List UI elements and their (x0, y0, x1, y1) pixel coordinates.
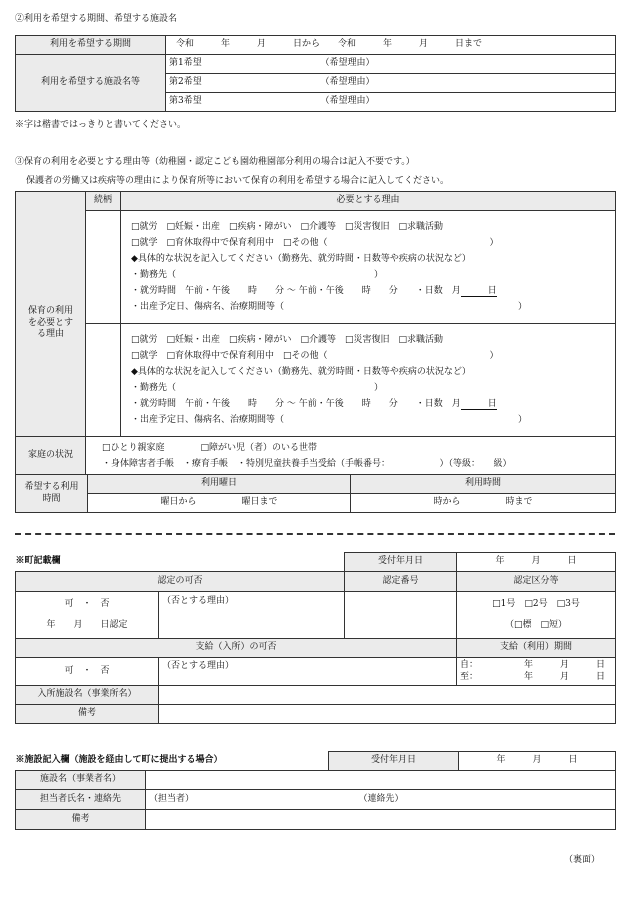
fac-remarks-field[interactable] (146, 810, 616, 830)
town-remarks-field[interactable] (159, 705, 616, 724)
reason-table (15, 191, 616, 476)
period-label: 利用を希望する期間 (16, 36, 166, 55)
reason-checkboxes-2b[interactable]: □就学 □育休取得中で保育利用中 □その他（ ） (131, 351, 499, 361)
town-table (15, 552, 616, 724)
fac-name-label: 施設名（事業者名） (16, 771, 146, 790)
cut-line (15, 533, 615, 535)
fac-person-field[interactable]: （担当者） (146, 790, 329, 810)
period-label-town: 支給（利用）期間 (457, 639, 616, 658)
time-label: 希望する利用時間 (16, 475, 88, 513)
cert-decision-field[interactable]: 可 ・ 否 年 月 日認定 (16, 592, 159, 639)
fac-contact-field[interactable]: （連絡先） (329, 790, 616, 810)
period-field[interactable]: 令和 年 月 日から 令和 年 月 日まで (166, 36, 616, 55)
fac-received-label: 受付年月日 (329, 752, 459, 771)
choice-3-field[interactable]: 第3希望 （希望理由） (166, 93, 616, 112)
reason-block-1 (121, 211, 616, 324)
handwriting-note: ※字は楷書ではっきりと書いてください。 (15, 120, 187, 130)
supply-period-field[interactable]: 自： 年 月 日 至： 年 月 日 (457, 658, 616, 686)
hours-field[interactable]: 時から 時まで (351, 494, 616, 513)
reason-header: 必要とする理由 (121, 192, 616, 211)
enrolled-facility-label: 入所施設名（事業所名） (16, 686, 159, 705)
cert-class-field[interactable]: □1号 □2号 □3号 （□標 □短） (457, 592, 616, 639)
section3-heading: ③保育の利用を必要とする理由等（幼稚園・認定こども園幼稚園部分利用の場合は記入不要です。） (15, 157, 415, 167)
cert-no-field[interactable] (345, 592, 457, 639)
weekday-header: 利用曜日 (88, 475, 351, 494)
section2-heading: ②利用を希望する期間、希望する施設名 (15, 14, 178, 24)
medical-field-1[interactable]: ・出産予定日、傷病名、治療期間等（ ） (131, 302, 528, 312)
fac-received-field[interactable]: 年 月 日 (459, 752, 616, 771)
facility-table (15, 751, 616, 830)
admission-deny-reason-field[interactable]: （否とする理由） (159, 658, 457, 686)
section3-subheading: 保護者の労働又は疾病等の理由により保育所等において保育の利用を希望する場合に記入してください。 (26, 176, 450, 186)
facility-label: 利用を希望する施設名等 (16, 55, 166, 112)
town-remarks-label: 備考 (16, 705, 159, 724)
work-hours-field-2[interactable]: ・就労時間 午前・午後 時 分 ～ 午前・午後 時 分 ・日数 月 日 (131, 399, 497, 409)
reason-checkboxes-1b[interactable]: □就学 □育休取得中で保育利用中 □その他（ ） (131, 238, 499, 248)
workplace-field-1[interactable]: ・勤務先（ ） (131, 270, 384, 280)
enrolled-facility-field[interactable] (159, 686, 616, 705)
medical-field-2[interactable]: ・出産予定日、傷病名、治療期間等（ ） (131, 415, 528, 425)
time-table (15, 474, 616, 513)
page-footer: （裏面） (563, 855, 600, 865)
admission-decision-field[interactable]: 可 ・ 否 (16, 658, 159, 686)
fac-name-field[interactable] (146, 771, 616, 790)
relation-field-2[interactable] (86, 324, 121, 437)
period-facility-table (15, 35, 616, 112)
fac-contact-label: 担当者氏名・連絡先 (16, 790, 146, 810)
cert-label: 認定の可否 (16, 572, 345, 592)
admission-label: 支給（入所）の可否 (16, 639, 457, 658)
relation-header: 続柄 (86, 192, 121, 211)
reason-row-label: 保育の利用を必要とする理由 (27, 306, 73, 339)
town-title: ※町記載欄 (16, 553, 345, 572)
detail-instruction-2: ◆具体的な状況を記入してください（勤務先、就労時間・日数等や疾病の状況など） (131, 367, 471, 377)
choice-1-field[interactable]: 第1希望 （希望理由） (166, 55, 616, 74)
workplace-field-2[interactable]: ・勤務先（ ） (131, 383, 384, 393)
family-field[interactable]: □ひとり親家庭 □障がい児（者）のいる世帯 ・身体障害者手帳 ・療育手帳 ・特別児童扶養手当受給（手帳番号： ）（等級： 級） (86, 437, 616, 476)
relation-field-1[interactable] (86, 211, 121, 324)
family-label: 家庭の状況 (16, 437, 86, 476)
detail-instruction-1: ◆具体的な状況を記入してください（勤務先、就労時間・日数等や疾病の状況など） (131, 254, 471, 264)
reason-block-2 (121, 324, 616, 437)
reason-checkboxes-1a[interactable]: □就労 □妊娠・出産 □疾病・障がい □介護等 □災害復旧 □求職活動 (131, 222, 444, 232)
cert-deny-reason-field[interactable]: （否とする理由） (159, 592, 345, 639)
fac-remarks-label: 備考 (16, 810, 146, 830)
town-received-label: 受付年月日 (345, 553, 457, 572)
cert-no-label: 認定番号 (345, 572, 457, 592)
reason-checkboxes-2a[interactable]: □就労 □妊娠・出産 □疾病・障がい □介護等 □災害復旧 □求職活動 (131, 335, 444, 345)
choice-2-field[interactable]: 第2希望 （希望理由） (166, 74, 616, 93)
facility-title: ※施設記入欄（施設を経由して町に提出する場合） (16, 752, 329, 771)
work-hours-field-1[interactable]: ・就労時間 午前・午後 時 分 ～ 午前・午後 時 分 ・日数 月 日 (131, 286, 497, 296)
town-received-field[interactable]: 年 月 日 (457, 553, 616, 572)
cert-class-label: 認定区分等 (457, 572, 616, 592)
weekday-field[interactable]: 曜日から 曜日まで (88, 494, 351, 513)
hours-header: 利用時間 (351, 475, 616, 494)
